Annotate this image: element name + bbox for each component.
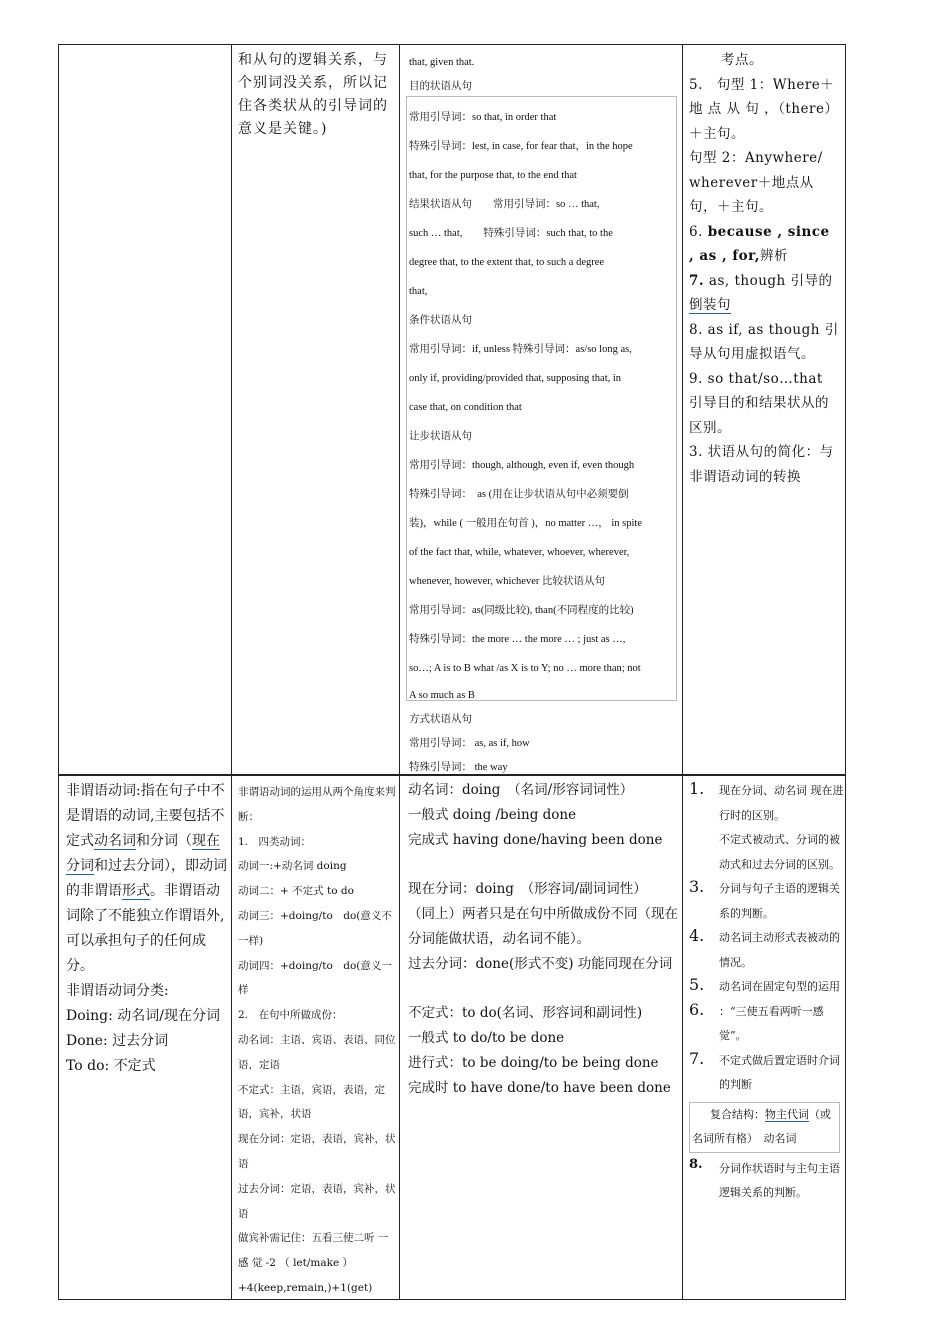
- row2-col1-cell: [66, 779, 228, 1079]
- def-underline-gerund: 动名词: [94, 833, 136, 849]
- row1-col3-line: A so much as B: [409, 690, 475, 701]
- r2c3-line: 不定式：to do(名词、形容词和副词性): [408, 1005, 643, 1022]
- test-point-num: 8.: [689, 1156, 703, 1172]
- test-point-item: [689, 975, 847, 1000]
- def-underline-form: 形式: [122, 883, 150, 899]
- definition-paragraph: [66, 779, 228, 979]
- row1-col3-line: 结果状语从句 常用引导词：so … that,: [409, 199, 600, 210]
- row2-col2-cell: [238, 780, 396, 1301]
- table-divider-2: [399, 44, 400, 1300]
- compound-underlined: 物主代词: [765, 1107, 809, 1121]
- compound-structure-box: [689, 1102, 840, 1153]
- r2c2-line: 现在分词：定语，表语，宾补，状语: [238, 1133, 396, 1170]
- table-border-top: [58, 44, 846, 45]
- row1-col3-line: that, for the purpose that, to the end that: [409, 170, 577, 181]
- item-5a: 5. 句型 1：Where＋地 点 从 句 ，（there）＋主句。: [689, 76, 839, 142]
- row1-col3-line: 目的状语从句: [409, 81, 472, 92]
- r2c2-line: 非谓语动词的运用从两个角度来判断：: [238, 786, 396, 823]
- blank-line: [408, 852, 678, 877]
- row1-col3-line: 特殊引导词： the way: [409, 762, 508, 773]
- test-point-item: [689, 1000, 847, 1049]
- r2c2-line: 1. 四类动词：: [238, 835, 312, 848]
- item-5b: 句型 2：Anywhere/ wherever＋地点从句，＋主句。: [689, 150, 823, 215]
- row1-col3-line: 常用引导词：as(同级比较), than(不同程度的比较): [409, 605, 634, 616]
- row1-col4-cell: [689, 48, 839, 489]
- r2c3-line: （同上）两者只是在句中所做成份不同（现在分词能做状语，动名词不能）。: [408, 905, 678, 947]
- r2c3-line: 一般式 to do/to be done: [408, 1029, 565, 1046]
- row1-col3-line: degree that, to the extent that, to such a degree: [409, 257, 605, 268]
- item-6: [689, 220, 839, 269]
- row2-col4-cell: [689, 779, 847, 1206]
- row1-col3-line: 常用引导词： as, as if, how: [409, 738, 530, 749]
- def-part-d: 。非谓语动词除了不能独立作谓语外,可以承担句子的任何成分。: [66, 883, 225, 974]
- r2c3-line: 完成式 having done/having been done: [408, 831, 663, 848]
- test-point-num: 6.: [689, 999, 705, 1019]
- test-point-num: 5.: [689, 975, 705, 994]
- item-7-underlined: 倒装句: [689, 297, 731, 313]
- r2c2-line: 不定式：主语，宾语，表语，定语，宾补，状语: [238, 1083, 385, 1121]
- table-divider-1: [231, 44, 232, 1300]
- r2c2-line: 动词一:+动名词 doing: [238, 860, 347, 873]
- test-point-text: ：“三使五看两听一感觉”。: [719, 1004, 824, 1042]
- def-part-b: 和分词（: [136, 833, 192, 849]
- r2c3-line: 一般式 doing /being done: [408, 806, 577, 823]
- r2c2-line: 2. 在句中所做成份：: [238, 1009, 343, 1022]
- table-divider-3: [682, 44, 683, 1300]
- test-point-item: [689, 828, 847, 877]
- item-6-num: 6.: [689, 223, 703, 240]
- item-7-rest: as, though 引导的: [708, 272, 833, 289]
- test-point-text: 分词作状语时与主句主语逻辑关系的判断。: [719, 1161, 840, 1199]
- r2c2-line: 动名词：主语、宾语、表语、同位语，定语: [238, 1033, 396, 1071]
- item-8: 8. as if, as though 引导从句用虚拟语气。: [689, 321, 839, 362]
- row1-col3-line: that,: [409, 286, 428, 297]
- row1-col3-line: 常用引导词：though, although, even if, even though: [409, 460, 635, 471]
- test-point-item: [689, 926, 847, 975]
- row1-col3-line: 装)，while ( 一般用在句首 )，no matter …， in spite: [409, 518, 643, 529]
- item-7-num: 7.: [689, 272, 705, 289]
- def-underline-present-participle: 现在分词: [66, 833, 220, 874]
- row1-col3-line: whenever, however, whichever 比较状语从句: [409, 576, 605, 587]
- row2-col3-cell: [408, 778, 678, 1100]
- r2c3-line: 完成时 to have done/to have been done: [408, 1079, 671, 1096]
- test-point-text: 现在分词、动名词 现在进行时的区别。: [719, 784, 844, 822]
- classification-heading: 非谓语动词分类:: [66, 983, 169, 999]
- test-point-item: [689, 877, 847, 926]
- row1-col3-line: 条件状语从句: [409, 315, 472, 326]
- r2c2-line: 动词四：+doing/to do(意义一样: [238, 959, 392, 997]
- table-border-left: [58, 44, 59, 1300]
- compound-part-b: （或名词所有格） 动名词: [692, 1107, 831, 1145]
- item-9: 9. so that/so…that 引导目的和结果状从的区别。: [689, 370, 829, 436]
- r2c2-line: 动词二：+ 不定式 to do: [238, 885, 354, 898]
- row1-col3-line: only if, providing/provided that, supposing that, in: [409, 373, 622, 384]
- item-6-rest: 辨析: [760, 248, 788, 264]
- test-point-item: [689, 1157, 847, 1206]
- def-part-a: 非谓语动词:指在句子中不是谓语的动词,主要包括不定式: [66, 783, 225, 849]
- r2c3-line: 现在分词：doing （形容词/副词词性）: [408, 881, 647, 898]
- row1-col3-line: 特殊引导词： as (用在让步状语从句中必须要倒: [409, 489, 629, 500]
- kaodian-text: 考点。: [721, 52, 763, 68]
- test-point-num: 4.: [689, 926, 705, 945]
- row1-col3-line: 特殊引导词：the more … the more … ; just as …,: [409, 634, 626, 645]
- def-part-c: 和过去分词），即动词的非谓语: [66, 858, 227, 899]
- item-3: 3. 状语从句的简化：与非谓语动词的转换: [689, 444, 834, 485]
- compound-structure-text: [692, 1103, 837, 1152]
- row1-col3-line: 让步状语从句: [409, 431, 472, 442]
- row1-col3-line: of the fact that, while, whatever, whoever, wherever,: [409, 547, 630, 558]
- test-point-text: 不定式做后置定语时介词的判断: [719, 1053, 840, 1091]
- r2c2-line: 做宾补需记住：五看三使二听 一 感 觉 -2 （ let/make ）+4(keep,remain,)+1(get): [238, 1232, 389, 1294]
- test-point-text: 动名词在固定句型的运用: [719, 980, 840, 993]
- test-point-item: [689, 779, 847, 828]
- row1-col3-cell: [409, 48, 677, 779]
- row1-col3-line: 常用引导词：so that, in order that: [409, 112, 557, 123]
- r2c3-line: 动名词：doing （名词/形容词词性）: [408, 782, 634, 798]
- item-7: [689, 269, 839, 318]
- r2c3-line: 过去分词：done(形式不变) 功能同现在分词: [408, 955, 673, 972]
- test-point-text: 分词与句子主语的逻辑关系的判断。: [719, 882, 840, 920]
- test-point-num: 1.: [689, 779, 705, 798]
- r2c2-line: 动词三：+doing/to do(意义不一样): [238, 909, 392, 947]
- compound-part-a: 复合结构：: [710, 1107, 765, 1121]
- r2c2-line: 过去分词：定语，表语，宾补，状语: [238, 1182, 396, 1220]
- blank-line: [408, 976, 678, 1001]
- row1-col3-line: 方式状语从句: [409, 714, 472, 725]
- row1-col3-line: so…; A is to B what /as X is to Y; no … more than; not: [409, 663, 641, 674]
- class-done: Done: 过去分词: [66, 1033, 169, 1049]
- test-point-num: 7.: [689, 1048, 705, 1068]
- row1-col3-line: that, given that.: [409, 57, 475, 68]
- row1-col3-line: case that, on condition that: [409, 402, 522, 413]
- row1-col3-line: 特殊引导词：lest, in case, for fear that，in the hope: [409, 141, 633, 152]
- class-doing: Doing: 动名词/现在分词: [66, 1008, 220, 1024]
- row1-col2-cell: [238, 49, 396, 141]
- test-point-item: [689, 1049, 847, 1098]
- item-6-bold: because , since , as , for,: [689, 223, 830, 264]
- test-point-num: 3.: [689, 877, 705, 896]
- row1-col3-line: 常用引导词：if, unless 特殊引导词：as/so long as,: [409, 344, 632, 355]
- test-point-text: 动名词主动形式表被动的情况。: [719, 931, 840, 969]
- class-todo: To do: 不定式: [66, 1058, 156, 1074]
- table-border-bottom: [58, 1299, 846, 1300]
- test-point-text: 不定式被动式、分词的被动式和过去分词的区别。: [719, 833, 840, 871]
- row1-col3-line: such … that, 特殊引导词：such that, to the: [409, 228, 613, 239]
- r2c3-line: 进行式：to be doing/to be being done: [408, 1054, 659, 1071]
- row1-col2-text: 和从句的逻辑关系，与个别词没关系，所以记住各类状从的引导词的意义是关键。): [238, 52, 388, 137]
